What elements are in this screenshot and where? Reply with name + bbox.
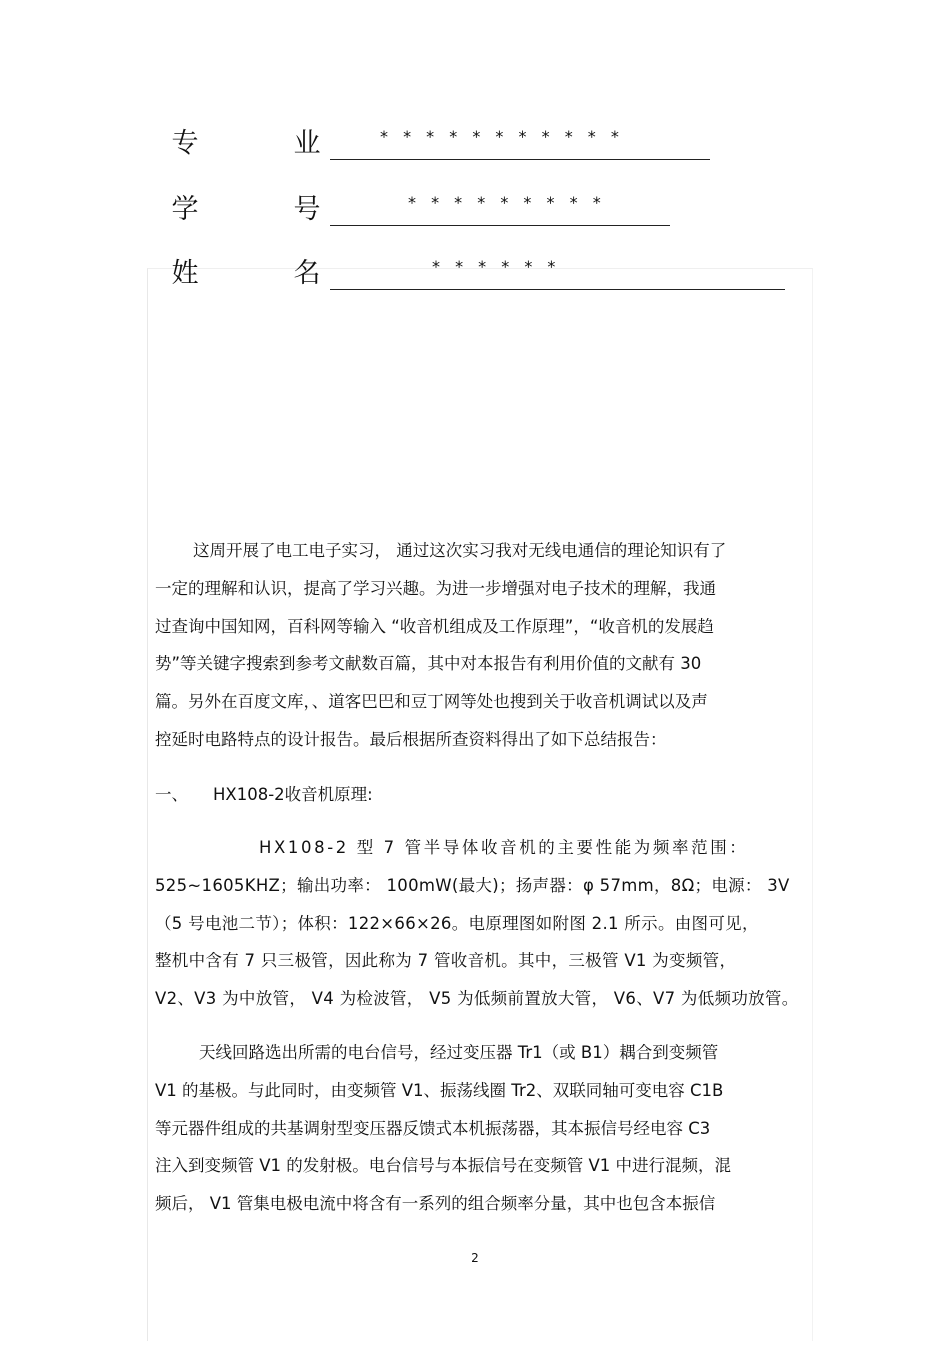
intro-line: 控延时电路特点的设计报告。最后根据所查资料得出了如下总结报告： [155,729,667,749]
intro-line: 篇。另外在百度文库，、道客巴巴和豆丁网等处也搜到关于收音机调试以及声 [155,692,708,712]
spec-paragraph [155,829,810,1018]
intro-line: 过查询中国知网，百科网等输入 “收音机组成及工作原理”，“收音机的发展趋 [155,616,714,636]
section-heading [155,780,373,810]
intro-line: 这周开展了电工电子实习， 通过这次实习我对无线电通信的理论知识有了 [193,541,727,560]
spec-line: V2、V3 为中放管， V4 为检波管， V5 为低频前置放大管， V6、V7 为低频功放管。 [155,989,799,1009]
intro-paragraph [155,532,810,759]
antenna-paragraph [155,1034,810,1223]
antenna-line: 天线回路选出所需的电台信号，经过变压器 Tr1（或 B1）耦合到变频管 [199,1043,719,1062]
field-name-value: * * * * * * [330,256,785,290]
section-heading-title: HX108-2收音机原理: [213,785,373,804]
spec-line: （5 号电池二节）；体积：122×66×26。电原理图如附图 2.1 所示。由图可见， [155,913,759,933]
spec-line: 525~1605KHZ；输出功率： 100mW(最大)；扬声器：φ 57mm，8Ω；电源： 3V [155,875,790,895]
antenna-line: 等元器件组成的共基调射型变压器反馈式本机振荡器，其本振信号经电容 C3 [155,1118,711,1138]
intro-line: 势”等关键字搜索到参考文献数百篇，其中对本报告有利用价值的文献有 30 [155,654,702,674]
field-name-label: 姓 名 [171,258,321,289]
spec-line: HX108-2 型 7 管半导体收音机的主要性能为频率范围： [259,838,749,857]
field-student-id-label: 学 号 [171,194,321,225]
section-heading-number: 一、 [155,785,188,804]
antenna-line: 注入到变频管 V1 的发射极。电台信号与本振信号在变频管 V1 中进行混频，混 [155,1156,732,1176]
spec-line: 整机中含有 7 只三极管，因此称为 7 管收音机。其中，三极管 V1 为变频管， [155,951,737,971]
intro-line: 一定的理解和认识，提高了学习兴趣。为进一步增强对电子技术的理解，我通 [155,578,716,598]
field-major-label: 专 业 [171,128,321,159]
antenna-line: 频后， V1 管集电极电流中将含有一系列的组合频率分量，其中也包含本振信 [155,1194,716,1214]
field-student-id-value: * * * * * * * * * [330,192,670,226]
page-number: 2 [471,1251,479,1265]
field-major-value: * * * * * * * * * * * [330,126,710,160]
antenna-line: V1 的基极。与此同时，由变频管 V1、振荡线圈 Tr2、双联同轴可变电容 C1B [155,1080,724,1100]
